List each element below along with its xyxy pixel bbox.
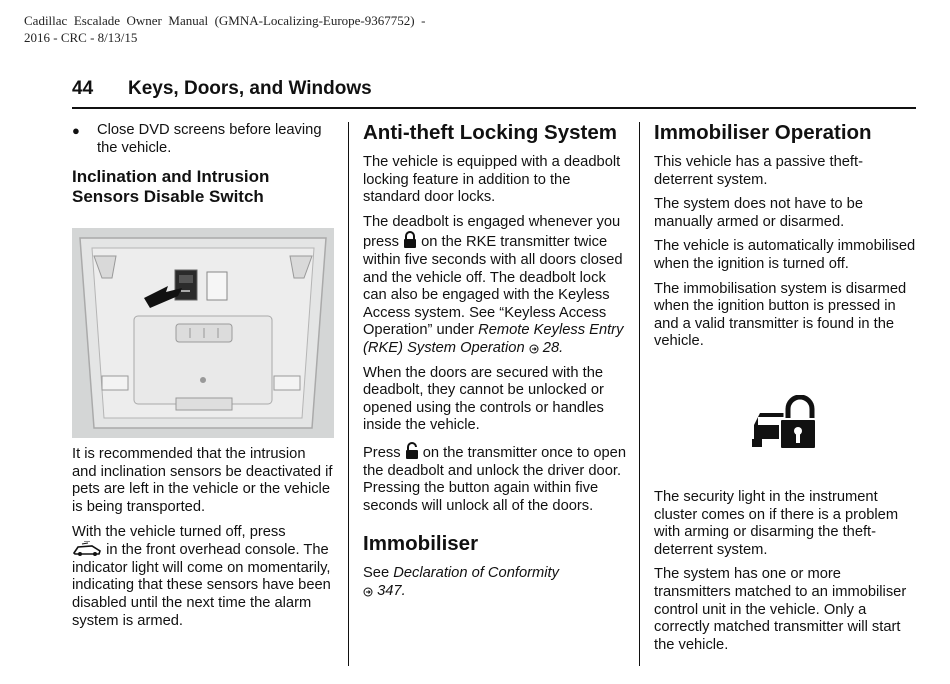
column-divider-1 (348, 122, 349, 666)
disable-text-start: With the vehicle turned off, press (72, 523, 286, 540)
bullet-item (72, 122, 334, 157)
disable-text-end: in the front overhead console. The indicator light will come on momentarily, indicating that these sensors have been disabled until the next time the alarm system is armed. (72, 542, 331, 629)
document-header (24, 12, 425, 46)
heading-immobiliser-operation: Immobiliser Operation (654, 121, 872, 144)
paragraph-passive-system: This vehicle has a passive theft-deterrent system. (654, 154, 863, 188)
paragraph-unlock (363, 442, 629, 515)
unlock-text-b: on the transmitter once to open the deadbolt and unlock the driver door. Pressing the button again within five seconds will unlock all of the doors. (363, 444, 627, 514)
see-text: See (363, 565, 394, 582)
column-1 (72, 122, 334, 637)
paragraph-disarmed: The immobilisation system is disarmed when the ignition button is pressed in and a valid transmitter is found in the vehicle. (654, 280, 907, 350)
paragraph-auto-immobilised: The vehicle is automatically immobilised when the ignition is turned off. (654, 238, 916, 272)
header-rule (72, 107, 916, 109)
conformity-page-number: 347. (373, 582, 406, 599)
paragraph-see-conformity (363, 565, 629, 600)
bullet-text: Close DVD screens before leaving the vehicle. (97, 122, 322, 156)
page-reference-arrow-icon (363, 586, 373, 598)
paragraph-transmitters: The system has one or more transmitters matched to an immobiliser control unit in the vehicle. Only a correctly matched transmitter will start the vehicle. (654, 566, 907, 653)
paragraph-recommendation: It is recommended that the intrusion and inclination sensors be deactivated if pets are left in the vehicle or the vehicle is being transported. (72, 446, 333, 515)
intrusion-sensor-switch-icon (72, 541, 102, 557)
section-title: Keys, Doors, and Windows (128, 78, 372, 99)
paragraph-disable-instructions (72, 524, 334, 631)
paragraph-not-armed: The system does not have to be manually armed or disarmed. (654, 196, 864, 230)
header-line-1: Cadillac Escalade Owner Manual (GMNA-Localizing-Europe-9367752) - (24, 13, 426, 28)
unlock-icon (405, 442, 419, 460)
column-divider-2 (639, 122, 640, 666)
lock-icon (403, 231, 417, 249)
column-2 (363, 122, 629, 607)
paragraph-deadbolt-engaged (363, 214, 629, 358)
paragraph-deadbolt-feature: The vehicle is equipped with a deadbolt locking feature in addition to the standard door locks. (363, 154, 621, 206)
page-reference-arrow-icon (529, 343, 539, 355)
heading-immobiliser: Immobiliser (363, 532, 479, 556)
header-line-2: 2016 - CRC - 8/13/15 (24, 30, 138, 45)
paragraph-deadbolt-secured: When the doors are secured with the deadbolt, they cannot be unlocked or opened using the controls or handles inside the vehicle. (363, 364, 604, 434)
bullet-icon: ● (72, 123, 80, 138)
page-number: 44 (72, 78, 94, 99)
conformity-reference: Declaration of Conformity (393, 565, 559, 582)
overhead-console-photo (72, 228, 334, 438)
rke-reference: Remote Keyless Entry (RKE) System Operation (363, 322, 624, 356)
unlock-text-a: Press (363, 444, 405, 461)
subheading-sensors-switch: Inclination and Intrusion Sensors Disable Switch (72, 167, 270, 207)
deadbolt-text-a: The deadbolt is engaged whenever you press (363, 213, 621, 251)
column-3 (654, 122, 916, 661)
heading-anti-theft: Anti-theft Locking System (363, 121, 617, 144)
rke-page-number: 28. (538, 339, 564, 356)
paragraph-security-light: The security light in the instrument cluster comes on if there is a problem with arming or disarming the theft-deterrent system. (654, 488, 899, 558)
section-title-bar (72, 78, 372, 100)
deadbolt-text-b: on the RKE transmitter twice within five seconds with all doors closed and the vehicle off. The deadbolt lock can also be engaged with the Keyless Access system. See “Keyless Access Operation” under (363, 234, 623, 339)
security-light-icon (750, 395, 818, 451)
